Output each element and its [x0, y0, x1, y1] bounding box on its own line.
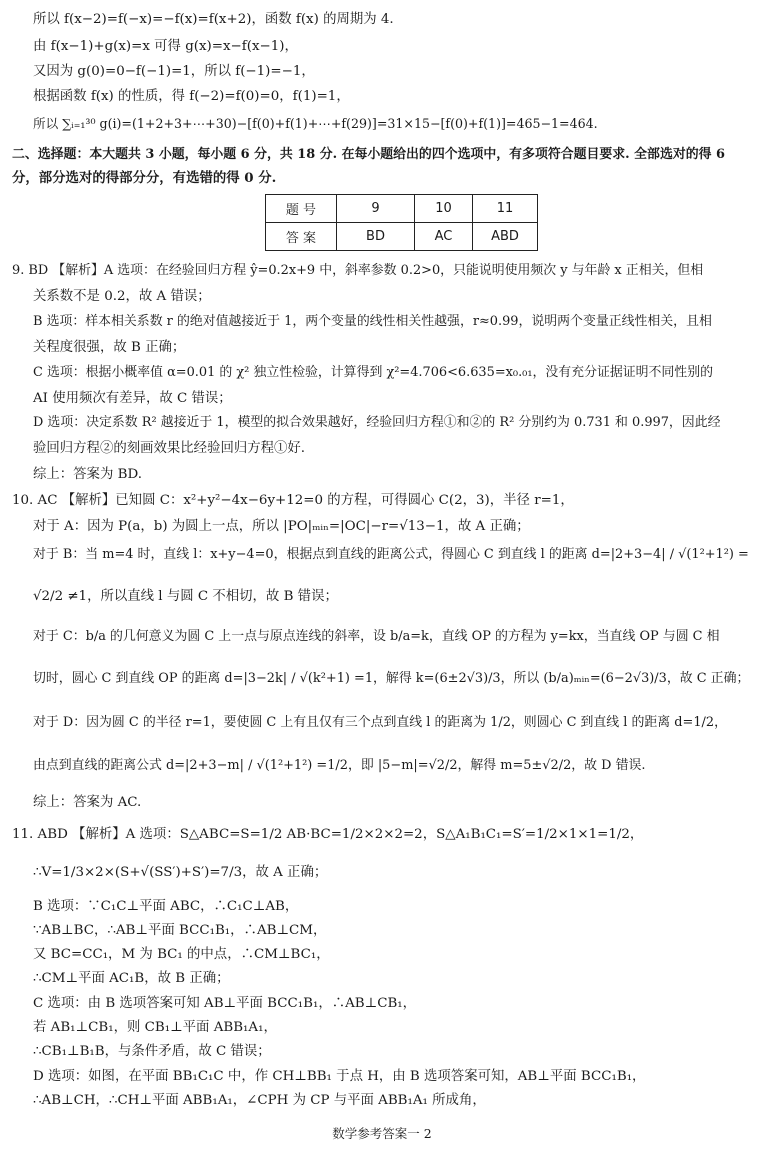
- text-line: 11. ABD 【解析】A 选项：S△ABC=S=1/2 AB·BC=1/2×2×2=2，S△A₁B₁C₁=S′=1/2×1×1=1/2，: [12, 827, 644, 842]
- section-heading: 分，部分选对的得部分分，有选错的得 0 分.: [12, 170, 277, 186]
- text-line: 综上：答案为 BD.: [33, 467, 142, 482]
- text-line: 9. BD 【解析】A 选项：在经验回归方程 ŷ=0.2x+9 中，斜率参数 0.2>0，只能说明使用频次 y 与年龄 x 正相关，但相: [12, 263, 704, 278]
- text-line: 对于 A：因为 P(a，b) 为圆上一点，所以 |PO|ₘᵢₙ=|OC|−r=√13−1，故 A 正确；: [33, 519, 530, 534]
- text-line: 综上：答案为 AC.: [33, 795, 142, 810]
- text-line: C 选项：根据小概率值 α=0.01 的 χ² 独立性检验，计算得到 χ²=4.706<6.635=x₀.₀₁，没有充分证据证明不同性别的: [33, 365, 713, 380]
- text-line: 又因为 g(0)=0−f(−1)=1，所以 f(−1)=−1，: [33, 64, 315, 79]
- table-answer-label: 答 案: [266, 223, 337, 251]
- table-cell: 10: [415, 195, 473, 223]
- table-cell: 9: [337, 195, 415, 223]
- text-line: D 选项：如图，在平面 BB₁C₁C 中，作 CH⊥BB₁ 于点 H，由 B 选项答案可知，AB⊥平面 BCC₁B₁，: [33, 1069, 646, 1084]
- table-cell: 11: [473, 195, 538, 223]
- text-line: 又 BC=CC₁，M 为 BC₁ 的中点，∴CM⊥BC₁，: [33, 947, 330, 962]
- table-cell: BD: [337, 223, 415, 251]
- text-line: 所以 ∑ᵢ₌₁³⁰ g(i)=(1+2+3+⋯+30)−[f(0)+f(1)+⋯+f(29)]=31×15−[f(0)+f(1)]=465−1=464.: [33, 116, 598, 131]
- text-line: ∴V=1/3×2×(S+√(SS′)+S′)=7/3，故 A 正确；: [33, 865, 328, 880]
- page-footer: 数学参考答案一 2: [332, 1126, 432, 1141]
- table-cell: AC: [415, 223, 473, 251]
- text-line: 对于 B：当 m=4 时，直线 l：x+y−4=0，根据点到直线的距离公式，得圆心 C 到直线 l 的距离 d=|2+3−4| / √(1²+1²) =: [33, 547, 749, 562]
- text-line: B 选项：样本相关系数 r 的绝对值越接近于 1，两个变量的线性相关性越强，r≈0.99，说明两个变量正线性相关，且相: [33, 314, 712, 329]
- text-line: ∴CM⊥平面 AC₁B，故 B 正确；: [33, 971, 230, 986]
- text-line: C 选项：由 B 选项答案可知 AB⊥平面 BCC₁B₁，∴AB⊥CB₁，: [33, 996, 417, 1011]
- text-line: D 选项：决定系数 R² 越接近于 1，模型的拟合效果越好，经验回归方程①和②的 R² 分别约为 0.731 和 0.997，因此经: [33, 415, 721, 430]
- text-line: 切时，圆心 C 到直线 OP 的距离 d=|3−2k| / √(k²+1) =1，解得 k=(6±2√3)/3，所以 (b/a)ₘᵢₙ=(6−2√3)/3，故 C 正确；: [33, 671, 750, 686]
- text-line: ∴AB⊥CH，∴CH⊥平面 ABB₁A₁，∠CPH 为 CP 与平面 ABB₁A₁ 所成角，: [33, 1093, 486, 1108]
- text-line: B 选项：∵C₁C⊥平面 ABC，∴C₁C⊥AB，: [33, 899, 299, 914]
- text-line: 关程度很强，故 B 正确；: [33, 340, 186, 355]
- text-line: 10. AC 【解析】已知圆 C：x²+y²−4x−6y+12=0 的方程，可得圆心 C(2，3)，半径 r=1，: [12, 493, 574, 508]
- text-line: AI 使用频次有差异，故 C 错误；: [33, 391, 232, 406]
- text-line: 关系数不是 0.2，故 A 错误；: [33, 289, 211, 304]
- text-line: 由 f(x−1)+g(x)=x 可得 g(x)=x−f(x−1)，: [33, 39, 298, 54]
- text-line: 根据函数 f(x) 的性质，得 f(−2)=f(0)=0，f(1)=1，: [33, 89, 350, 104]
- text-line: 由点到直线的距离公式 d=|2+3−m| / √(1²+1²) =1/2，即 |5−m|=√2/2，解得 m=5±√2/2，故 D 错误.: [33, 758, 646, 773]
- table-cell: ABD: [473, 223, 538, 251]
- text-line: 对于 C：b/a 的几何意义为圆 C 上一点与原点连线的斜率，设 b/a=k，直线 OP 的方程为 y=kx，当直线 OP 与圆 C 相: [33, 629, 720, 644]
- text-line: 验回归方程②的刻画效果比经验回归方程①好.: [33, 441, 306, 456]
- table-header-label: 题 号: [266, 195, 337, 223]
- text-line: √2/2 ≠1，所以直线 l 与圆 C 不相切，故 B 错误；: [33, 589, 338, 604]
- text-line: 若 AB₁⊥CB₁，则 CB₁⊥平面 ABB₁A₁，: [33, 1020, 277, 1035]
- section-heading: 二、选择题：本大题共 3 小题，每小题 6 分，共 18 分. 在每小题给出的四个选项中，有多项符合题目要求. 全部选对的得 6: [12, 147, 725, 162]
- text-line: 对于 D：因为圆 C 的半径 r=1，要使圆 C 上有且仅有三个点到直线 l 的距离为 1/2，则圆心 C 到直线 l 的距离 d=1/2，: [33, 715, 727, 730]
- answer-table: [265, 194, 538, 251]
- text-line: 所以 f(x−2)=f(−x)=−f(x)=f(x+2)，函数 f(x) 的周期为 4.: [33, 12, 394, 27]
- text-line: ∴CB₁⊥B₁B，与条件矛盾，故 C 错误；: [33, 1044, 271, 1059]
- text-line: ∵AB⊥BC，∴AB⊥平面 BCC₁B₁，∴AB⊥CM，: [33, 923, 327, 938]
